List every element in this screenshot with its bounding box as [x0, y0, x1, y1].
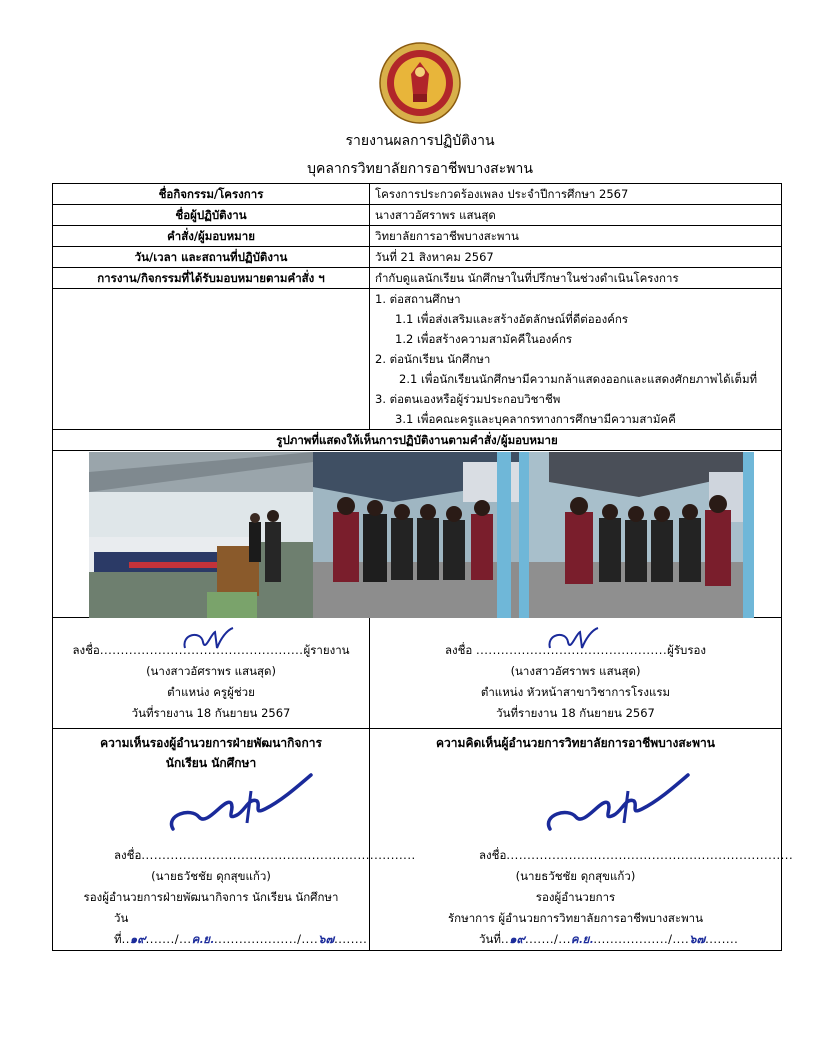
director-name: (นายธวัชชัย ดุกสุขแก้ว): [515, 869, 636, 883]
certifier-date: วันที่รายงาน 18 กันยายน 2567: [496, 706, 655, 720]
handwritten-month: ค.ย.: [570, 932, 594, 946]
handwritten-year: ๖๗: [318, 932, 335, 946]
handwritten-day: ๑๙: [509, 932, 525, 946]
sign-prefix: ลงชื่อ: [72, 643, 100, 657]
deputy-position: รองผู้อำนวยการฝ่ายพัฒนากิจการ นักเรียน นักศึกษา: [83, 890, 339, 904]
table-row: [53, 184, 782, 205]
photo-section-title: รูปภาพที่แสดงให้เห็นการปฏิบัติงานตามคำสั่ง/ผู้มอบหมาย: [53, 430, 782, 451]
objective-item: 1.2 เพื่อสร้างความสามัคคีในองค์กร: [395, 332, 573, 346]
director-position-2: รักษาการ ผู้อำนวยการวิทยาลัยการอาชีพบางสะพาน: [447, 911, 704, 925]
row-label: ชื่อกิจกรรม/โครงการ: [53, 184, 370, 205]
date-prefix: วันที่: [479, 932, 501, 946]
row-label: คำสั่ง/ผู้มอบหมาย: [53, 226, 370, 247]
reporter-date: วันที่รายงาน 18 กันยายน 2567: [131, 706, 291, 720]
row-label: วัน/เวลา และสถานที่ปฏิบัติงาน: [53, 247, 370, 268]
photo-group-1: [313, 452, 519, 618]
handwritten-year: ๖๗: [689, 932, 706, 946]
sign-prefix: ลงชื่อ: [479, 848, 507, 862]
deputy-opinion-heading: ความเห็นรองผู้อำนวยการฝ่ายพัฒนากิจการ: [100, 736, 322, 750]
photo-section-header-row: [53, 430, 782, 451]
table-row: [53, 205, 782, 226]
date-prefix: วันที่: [114, 911, 129, 946]
reporter-name: (นางสาวอัศราพร แสนสุด): [146, 664, 276, 678]
row-label: การงาน/กิจกรรมที่ได้รับมอบหมายตามคำสั่ง ฯ: [53, 268, 370, 289]
director-opinion-heading: ความคิดเห็นผู้อำนวยการวิทยาลัยการอาชีพบางสะพาน: [436, 736, 715, 750]
sign-prefix: ลงชื่อ: [444, 643, 473, 657]
photo-cell: [53, 451, 782, 618]
objective-item: 1.1 เพื่อส่งเสริมและสร้างอัตลักษณ์ที่ดีต่อองค์กร: [395, 312, 629, 326]
photo-row: [53, 451, 782, 618]
opinion-row: [53, 729, 782, 951]
college-logo: [379, 42, 461, 124]
director-date-line: วันที่..๑๙......./...ค.ย.................../....๖๗........: [479, 932, 739, 946]
objective-item: 1. ต่อสถานศึกษา: [375, 292, 461, 306]
objectives-row: [53, 289, 782, 430]
handwritten-month: ค.ย.: [191, 932, 215, 946]
deputy-signature-scribble: [165, 767, 315, 837]
row-value: นางสาวอัศราพร แสนสุด: [370, 205, 782, 226]
report-table: [52, 183, 794, 951]
objective-item: 2. ต่อนักเรียน นักศึกษา: [375, 352, 491, 366]
report-subtitle: บุคลากรวิทยาลัยการอาชีพบางสะพาน: [307, 161, 533, 177]
deputy-name: (นายธวัชชัย ดุกสุขแก้ว): [151, 869, 271, 883]
sign-suffix: ผู้รับรอง: [667, 643, 707, 657]
director-signature-scribble: [542, 767, 692, 837]
reporter-signature-block: ลงชื่อ.................................................ผู้รายงาน (นางสาวอัศราพร แสนสุด) ตำแหน่ง ครูผู้ช่วย วันที่รายงาน 18 กันยายน 2567: [53, 618, 370, 729]
director-position-1: รองผู้อำนวยการ: [535, 890, 616, 904]
handwritten-day: ๑๙: [129, 932, 146, 946]
deputy-opinion-heading-2: นักเรียน นักศึกษา: [165, 756, 257, 770]
row-value: โครงการประกวดร้องเพลง ประจำปีการศึกษา 2567: [370, 184, 782, 205]
objective-item: 3. ต่อตนเองหรือผู้ร่วมประกอบวิชาชีพ: [375, 392, 561, 406]
table-row: [53, 268, 782, 289]
sign-suffix: ผู้รายงาน: [303, 643, 350, 657]
objective-item: 2.1 เพื่อนักเรียนนักศึกษามีความกล้าแสดงออกและแสดงศักยภาพได้เต็มที่: [399, 372, 758, 386]
certifier-signature-scribble: [546, 624, 606, 656]
certifier-name: (นางสาวอัศราพร แสนสุด): [510, 664, 641, 678]
signature-row: [53, 618, 782, 729]
objectives-list: [370, 289, 782, 430]
row-label: ชื่อผู้ปฏิบัติงาน: [53, 205, 370, 226]
row-value: กำกับดูแลนักเรียน นักศึกษาในที่ปรึกษาในช่วงดำเนินโครงการ: [370, 268, 782, 289]
reporter-signature-scribble: [181, 624, 241, 656]
photo-group-2: [519, 452, 754, 618]
report-title: รายงานผลการปฏิบัติงาน: [345, 133, 495, 149]
director-opinion-block: ความคิดเห็นผู้อำนวยการวิทยาลัยการอาชีพบางสะพาน ลงชื่อ..................................................................... (นายธวัชชัย ดุกสุขแก้ว) รองผู้อำนวยการ รักษาการ ผู้อำนวยการวิทยาลัยการอาชีพบางสะพาน วันที่..๑๙......./...ค.ย.................../....๖๗........: [370, 729, 782, 951]
deputy-date-line: วันที่..๑๙......./...ค.ย...................../....๖๗........: [114, 911, 368, 946]
certifier-position: ตำแหน่ง หัวหน้าสาขาวิชาการโรงแรม: [480, 685, 671, 699]
activity-photos: [89, 452, 754, 618]
row-value: วิทยาลัยการอาชีพบางสะพาน: [370, 226, 782, 247]
sign-prefix: ลงชื่อ: [114, 848, 142, 862]
deputy-opinion-block: ความเห็นรองผู้อำนวยการฝ่ายพัฒนากิจการ นักเรียน นักศึกษา ลงชื่อ.................................................................. (นายธวัชชัย ดุกสุขแก้ว) รองผู้อำนวยการฝ่ายพัฒนากิจการ นักเรียน นักศึกษา วันที่..๑๙......./...ค.ย...................../....๖๗........: [53, 729, 370, 951]
table-row: [53, 247, 782, 268]
certifier-signature-block: ลงชื่อ ..............................................ผู้รับรอง (นางสาวอัศราพร แสนสุด) ตำแหน่ง หัวหน้าสาขาวิชาการโรงแรม วันที่รายงาน 18 กันยายน 2567: [370, 618, 782, 729]
table-row: [53, 226, 782, 247]
photo-hall-speech: [89, 452, 313, 618]
objective-item: 3.1 เพื่อคณะครูและบุคลากรทางการศึกษามีความสามัคคี: [395, 412, 676, 426]
row-value: วันที่ 21 สิงหาคม 2567: [370, 247, 782, 268]
reporter-position: ตำแหน่ง ครูผู้ช่วย: [167, 685, 255, 699]
objectives-blank: [53, 289, 370, 430]
